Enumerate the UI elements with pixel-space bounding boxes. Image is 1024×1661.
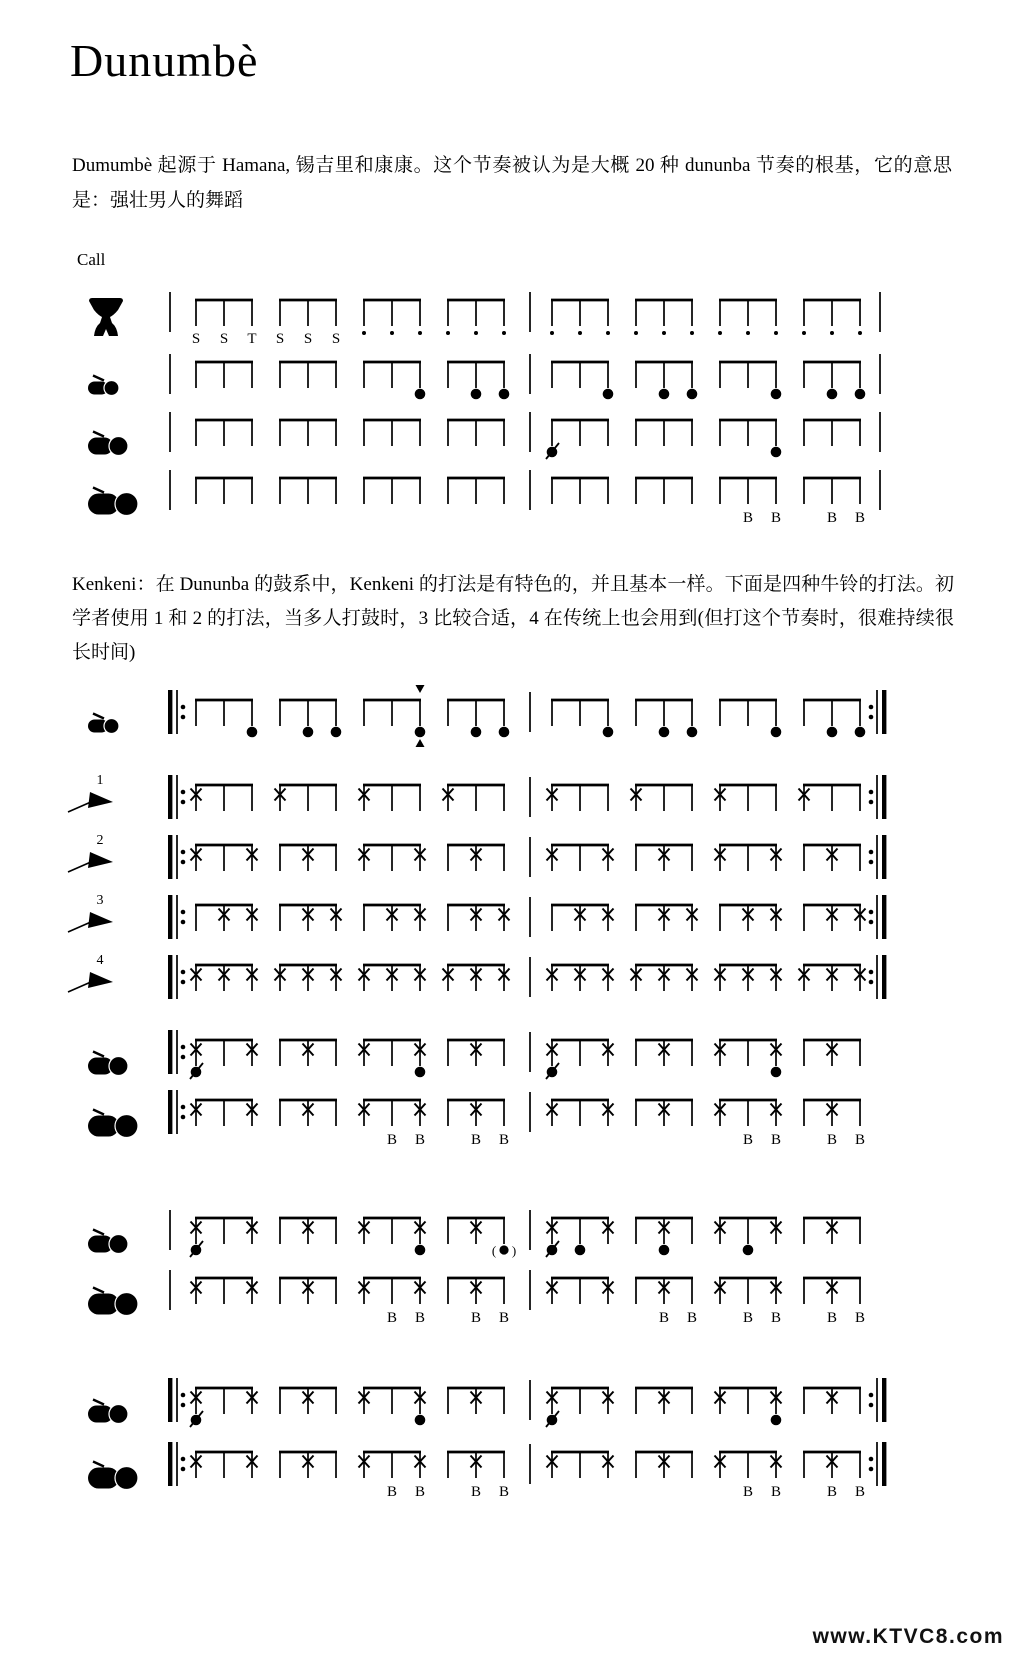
- repeat-begin-barline: [168, 775, 185, 819]
- beat-group: [546, 1388, 614, 1427]
- beat-group: [279, 1388, 337, 1414]
- beat-group: [191, 965, 258, 991]
- bass-letter: B: [658, 1310, 670, 1326]
- beat-group: [631, 965, 698, 991]
- beat-group: [551, 905, 614, 931]
- beat-group: [279, 905, 342, 931]
- beat-group: [547, 965, 614, 991]
- bell-pattern-3-row: [68, 893, 886, 939]
- beat-group: [719, 700, 781, 737]
- beat-group: [803, 420, 861, 446]
- cowbell-icon: [68, 972, 113, 992]
- kenkeni-drum-icon: [88, 714, 119, 734]
- beat-group: [359, 1218, 426, 1255]
- beat-group: [715, 1100, 782, 1148]
- beat-group: [635, 1388, 693, 1414]
- beat-group: [802, 300, 862, 335]
- beat-group: [715, 1218, 782, 1255]
- bass-letter: B: [498, 1484, 510, 1500]
- stroke-letter: S: [275, 331, 285, 347]
- beat-group: [719, 905, 782, 931]
- beat-group: [275, 965, 342, 991]
- bass-letter: B: [826, 510, 838, 526]
- bell-pattern-1-row: [68, 773, 886, 819]
- beat-group: [803, 845, 861, 871]
- kenkeni-drum-icon: [88, 376, 119, 396]
- call-djembe-row: [89, 292, 880, 347]
- beat-group: [195, 420, 253, 446]
- beat-group: [635, 1218, 693, 1255]
- bass-letter: B: [770, 1310, 782, 1326]
- beat-group: [635, 700, 697, 737]
- bass-letter: B: [742, 1310, 754, 1326]
- call-label: Call: [77, 250, 106, 269]
- beat-group: [546, 420, 609, 459]
- beat-group: [447, 1218, 516, 1258]
- bell-pattern-number: 1: [96, 773, 104, 788]
- bass-letter: B: [742, 510, 754, 526]
- bass-letter: B: [386, 1484, 398, 1500]
- beat-group: [803, 1452, 865, 1500]
- repeat-end-barline: [869, 775, 887, 819]
- beat-group: [635, 478, 693, 504]
- beat-group: [279, 362, 337, 388]
- bass-letter: B: [854, 510, 866, 526]
- beat-group: [447, 845, 505, 871]
- bass-letter: B: [498, 1310, 510, 1326]
- bass-letter: B: [414, 1132, 426, 1148]
- bell-pattern-number: 2: [96, 833, 104, 848]
- bass-letter: B: [770, 510, 782, 526]
- beat-group: [719, 420, 781, 457]
- beat-group: [550, 300, 610, 335]
- beat-group: [635, 1452, 693, 1478]
- beat-group: [803, 905, 866, 931]
- beat-group: [634, 300, 694, 335]
- beat-group: [803, 1388, 861, 1414]
- beat-group: [551, 700, 613, 737]
- beat-group: [546, 1040, 614, 1079]
- beat-group: [718, 300, 778, 335]
- djembe-icon: [89, 298, 123, 336]
- bass-letter: B: [414, 1310, 426, 1326]
- beat-group: [279, 1040, 337, 1066]
- beat-group: [635, 1278, 697, 1326]
- beat-group: [363, 362, 425, 399]
- repeat-begin-barline: [168, 1090, 185, 1134]
- beat-group: [547, 1452, 614, 1478]
- repeat-begin-barline: [168, 955, 185, 999]
- sangban-drum-icon: [88, 432, 128, 456]
- beat-group: [447, 420, 505, 446]
- bass-letter: B: [498, 1132, 510, 1148]
- repeat-end-barline: [869, 1378, 887, 1422]
- beat-group: [359, 785, 422, 811]
- watermark: www.KTVC8.com: [812, 1625, 1004, 1648]
- repeat-begin-barline: [168, 1378, 185, 1422]
- page-title: Dunumbè: [70, 35, 259, 86]
- beat-group: [715, 1040, 782, 1077]
- beat-group: [191, 1100, 258, 1126]
- bass-letter: B: [854, 1132, 866, 1148]
- call-sangban-row: [88, 412, 880, 459]
- beat-group: [447, 1278, 509, 1326]
- bass-letter: B: [854, 1310, 866, 1326]
- beat-group: [279, 700, 341, 737]
- beat-group: [715, 1452, 782, 1500]
- dununba-drum-icon: [88, 1110, 138, 1138]
- beat-group: [190, 1218, 258, 1257]
- beat-group: [191, 1278, 258, 1304]
- beat-group: [547, 1278, 614, 1304]
- beat-group: [715, 785, 778, 811]
- dununba-pattern-a-row: [88, 1090, 865, 1148]
- cowbell-icon: [68, 792, 113, 812]
- beat-group: [359, 1388, 426, 1425]
- beat-group: [359, 1452, 426, 1500]
- beat-group: [447, 362, 509, 399]
- beat-group: [359, 1278, 426, 1326]
- beat-group: [443, 785, 506, 811]
- beat-group: [803, 362, 865, 399]
- intro-text: Dumumbè 起源于 Hamana, 锡吉里和康康。这个节奏被认为是大概 20 种 dununba 节奏的根基，它的意思是：强壮男人的舞蹈: [72, 155, 952, 211]
- bell-pattern-number: 4: [96, 953, 104, 968]
- beat-group: [279, 420, 337, 446]
- beat-group: [715, 1278, 782, 1326]
- beat-group: [803, 1040, 861, 1066]
- beat-group: [359, 845, 426, 871]
- beat-group: [195, 905, 258, 931]
- beat-group: [276, 300, 340, 347]
- beat-group: [195, 700, 257, 737]
- beat-group: [279, 1452, 337, 1478]
- beat-group: [546, 1218, 614, 1257]
- beat-group: [191, 785, 254, 811]
- beat-group: [719, 478, 781, 526]
- beat-group: [195, 362, 253, 388]
- beat-group: [447, 905, 510, 931]
- beat-group: [443, 965, 510, 991]
- beat-group: [447, 478, 505, 504]
- beat-group: [279, 845, 337, 871]
- beat-group: [803, 478, 865, 526]
- bass-letter: B: [470, 1484, 482, 1500]
- beat-group: [715, 845, 782, 871]
- beat-group: [803, 1218, 861, 1244]
- bass-letter: B: [742, 1132, 754, 1148]
- repeat-end-barline: [869, 1442, 887, 1486]
- beat-group: [192, 300, 257, 347]
- bass-letter: B: [770, 1484, 782, 1500]
- bass-letter: B: [826, 1132, 838, 1148]
- beat-group: [363, 700, 425, 737]
- beat-group: [279, 478, 337, 504]
- bass-letter: B: [386, 1132, 398, 1148]
- repeat-end-barline: [869, 895, 887, 939]
- beat-group: [447, 1388, 505, 1414]
- beat-group: [547, 845, 614, 871]
- repeat-end-barline: [869, 835, 887, 879]
- cowbell-icon: [68, 852, 113, 872]
- sangban-pattern-a-row: [88, 1030, 861, 1079]
- dununba-drum-icon: [88, 488, 138, 516]
- beat-group: [362, 300, 422, 335]
- bell-pattern-4-row: [68, 953, 886, 999]
- bass-letter: B: [826, 1310, 838, 1326]
- beat-group: [190, 1388, 258, 1427]
- kenkeni-note-text: Kenkeni：在 Dununba 的鼓系中，Kenkeni 的打法是有特色的，并且基本一样。下面是四种牛铃的打法。初学者使用 1 和 2 的打法，当多人打鼓时，3 比较合适，4 在传统上也会用到(但打这个节奏时，很难持续很长时间): [72, 574, 954, 663]
- beat-group: [446, 300, 506, 335]
- repeat-end-barline: [869, 690, 887, 734]
- beat-group: [359, 965, 426, 991]
- dununba-drum-icon: [88, 1288, 138, 1316]
- bass-letter: B: [770, 1132, 782, 1148]
- bass-letter: B: [686, 1310, 698, 1326]
- beat-group: [447, 1452, 509, 1500]
- beat-marker-down-icon: [416, 685, 425, 693]
- paren: ): [511, 1243, 517, 1258]
- repeat-begin-barline: [168, 835, 185, 879]
- dununba-pattern-c-row: [88, 1442, 886, 1500]
- sangban-drum-icon: [88, 1052, 128, 1076]
- sangban-pattern-b-row: [88, 1210, 861, 1258]
- sangban-pattern-c-row: [88, 1378, 886, 1427]
- repeat-begin-barline: [168, 895, 185, 939]
- beat-group: [363, 420, 421, 446]
- repeat-begin-barline: [168, 690, 185, 734]
- bass-letter: B: [854, 1484, 866, 1500]
- beat-group: [719, 362, 781, 399]
- beat-group: [635, 905, 698, 931]
- stroke-letter: T: [247, 331, 257, 347]
- beat-group: [195, 478, 253, 504]
- beat-group: [799, 965, 866, 991]
- stroke-letter: S: [331, 331, 341, 347]
- beat-group: [635, 420, 693, 446]
- dununba-drum-icon: [88, 1462, 138, 1490]
- repeat-begin-barline: [168, 1442, 185, 1486]
- beat-group: [363, 905, 426, 931]
- beat-group: [631, 785, 694, 811]
- bell-pattern-number: 3: [96, 893, 104, 908]
- bass-letter: B: [386, 1310, 398, 1326]
- beat-group: [275, 785, 338, 811]
- call-dununba-row: [88, 470, 880, 526]
- stroke-letter: S: [303, 331, 313, 347]
- beat-group: [447, 1100, 509, 1148]
- bell-pattern-2-row: [68, 833, 886, 879]
- bass-letter: B: [470, 1132, 482, 1148]
- call-kenkeni-row: [88, 354, 880, 399]
- beat-group: [447, 700, 509, 737]
- beat-group: [279, 1278, 337, 1304]
- beat-group: [635, 1100, 693, 1126]
- beat-group: [803, 1278, 865, 1326]
- cowbell-icon: [68, 912, 113, 932]
- beat-group: [715, 965, 782, 991]
- beat-group: [363, 478, 421, 504]
- beat-group: [803, 1100, 865, 1148]
- beat-group: [191, 845, 258, 871]
- beat-group: [551, 478, 609, 504]
- dununba-pattern-b-row: [88, 1270, 865, 1326]
- beat-group: [635, 845, 693, 871]
- beat-group: [635, 1040, 693, 1066]
- repeat-end-barline: [869, 955, 887, 999]
- beat-group: [799, 785, 862, 811]
- beat-group: [447, 1040, 505, 1066]
- bass-letter: B: [826, 1484, 838, 1500]
- beat-group: [635, 362, 697, 399]
- stroke-letter: S: [219, 331, 229, 347]
- beat-group: [547, 785, 610, 811]
- beat-group: [551, 362, 613, 399]
- bass-letter: B: [414, 1484, 426, 1500]
- beat-group: [715, 1388, 782, 1425]
- beat-group: [190, 1040, 258, 1079]
- stroke-letter: S: [191, 331, 201, 347]
- beat-group: [359, 1040, 426, 1077]
- kenkeni-pattern-row: [88, 685, 886, 747]
- bass-letter: B: [742, 1484, 754, 1500]
- bass-letter: B: [470, 1310, 482, 1326]
- beat-group: [803, 700, 865, 737]
- sangban-drum-icon: [88, 1400, 128, 1424]
- beat-group: [191, 1452, 258, 1478]
- sangban-drum-icon: [88, 1230, 128, 1254]
- beat-group: [279, 1218, 337, 1244]
- repeat-begin-barline: [168, 1030, 185, 1074]
- beat-group: [279, 1100, 337, 1126]
- beat-group: [359, 1100, 426, 1148]
- paren: (: [491, 1243, 497, 1258]
- beat-marker-up-icon: [416, 739, 425, 747]
- beat-group: [547, 1100, 614, 1126]
